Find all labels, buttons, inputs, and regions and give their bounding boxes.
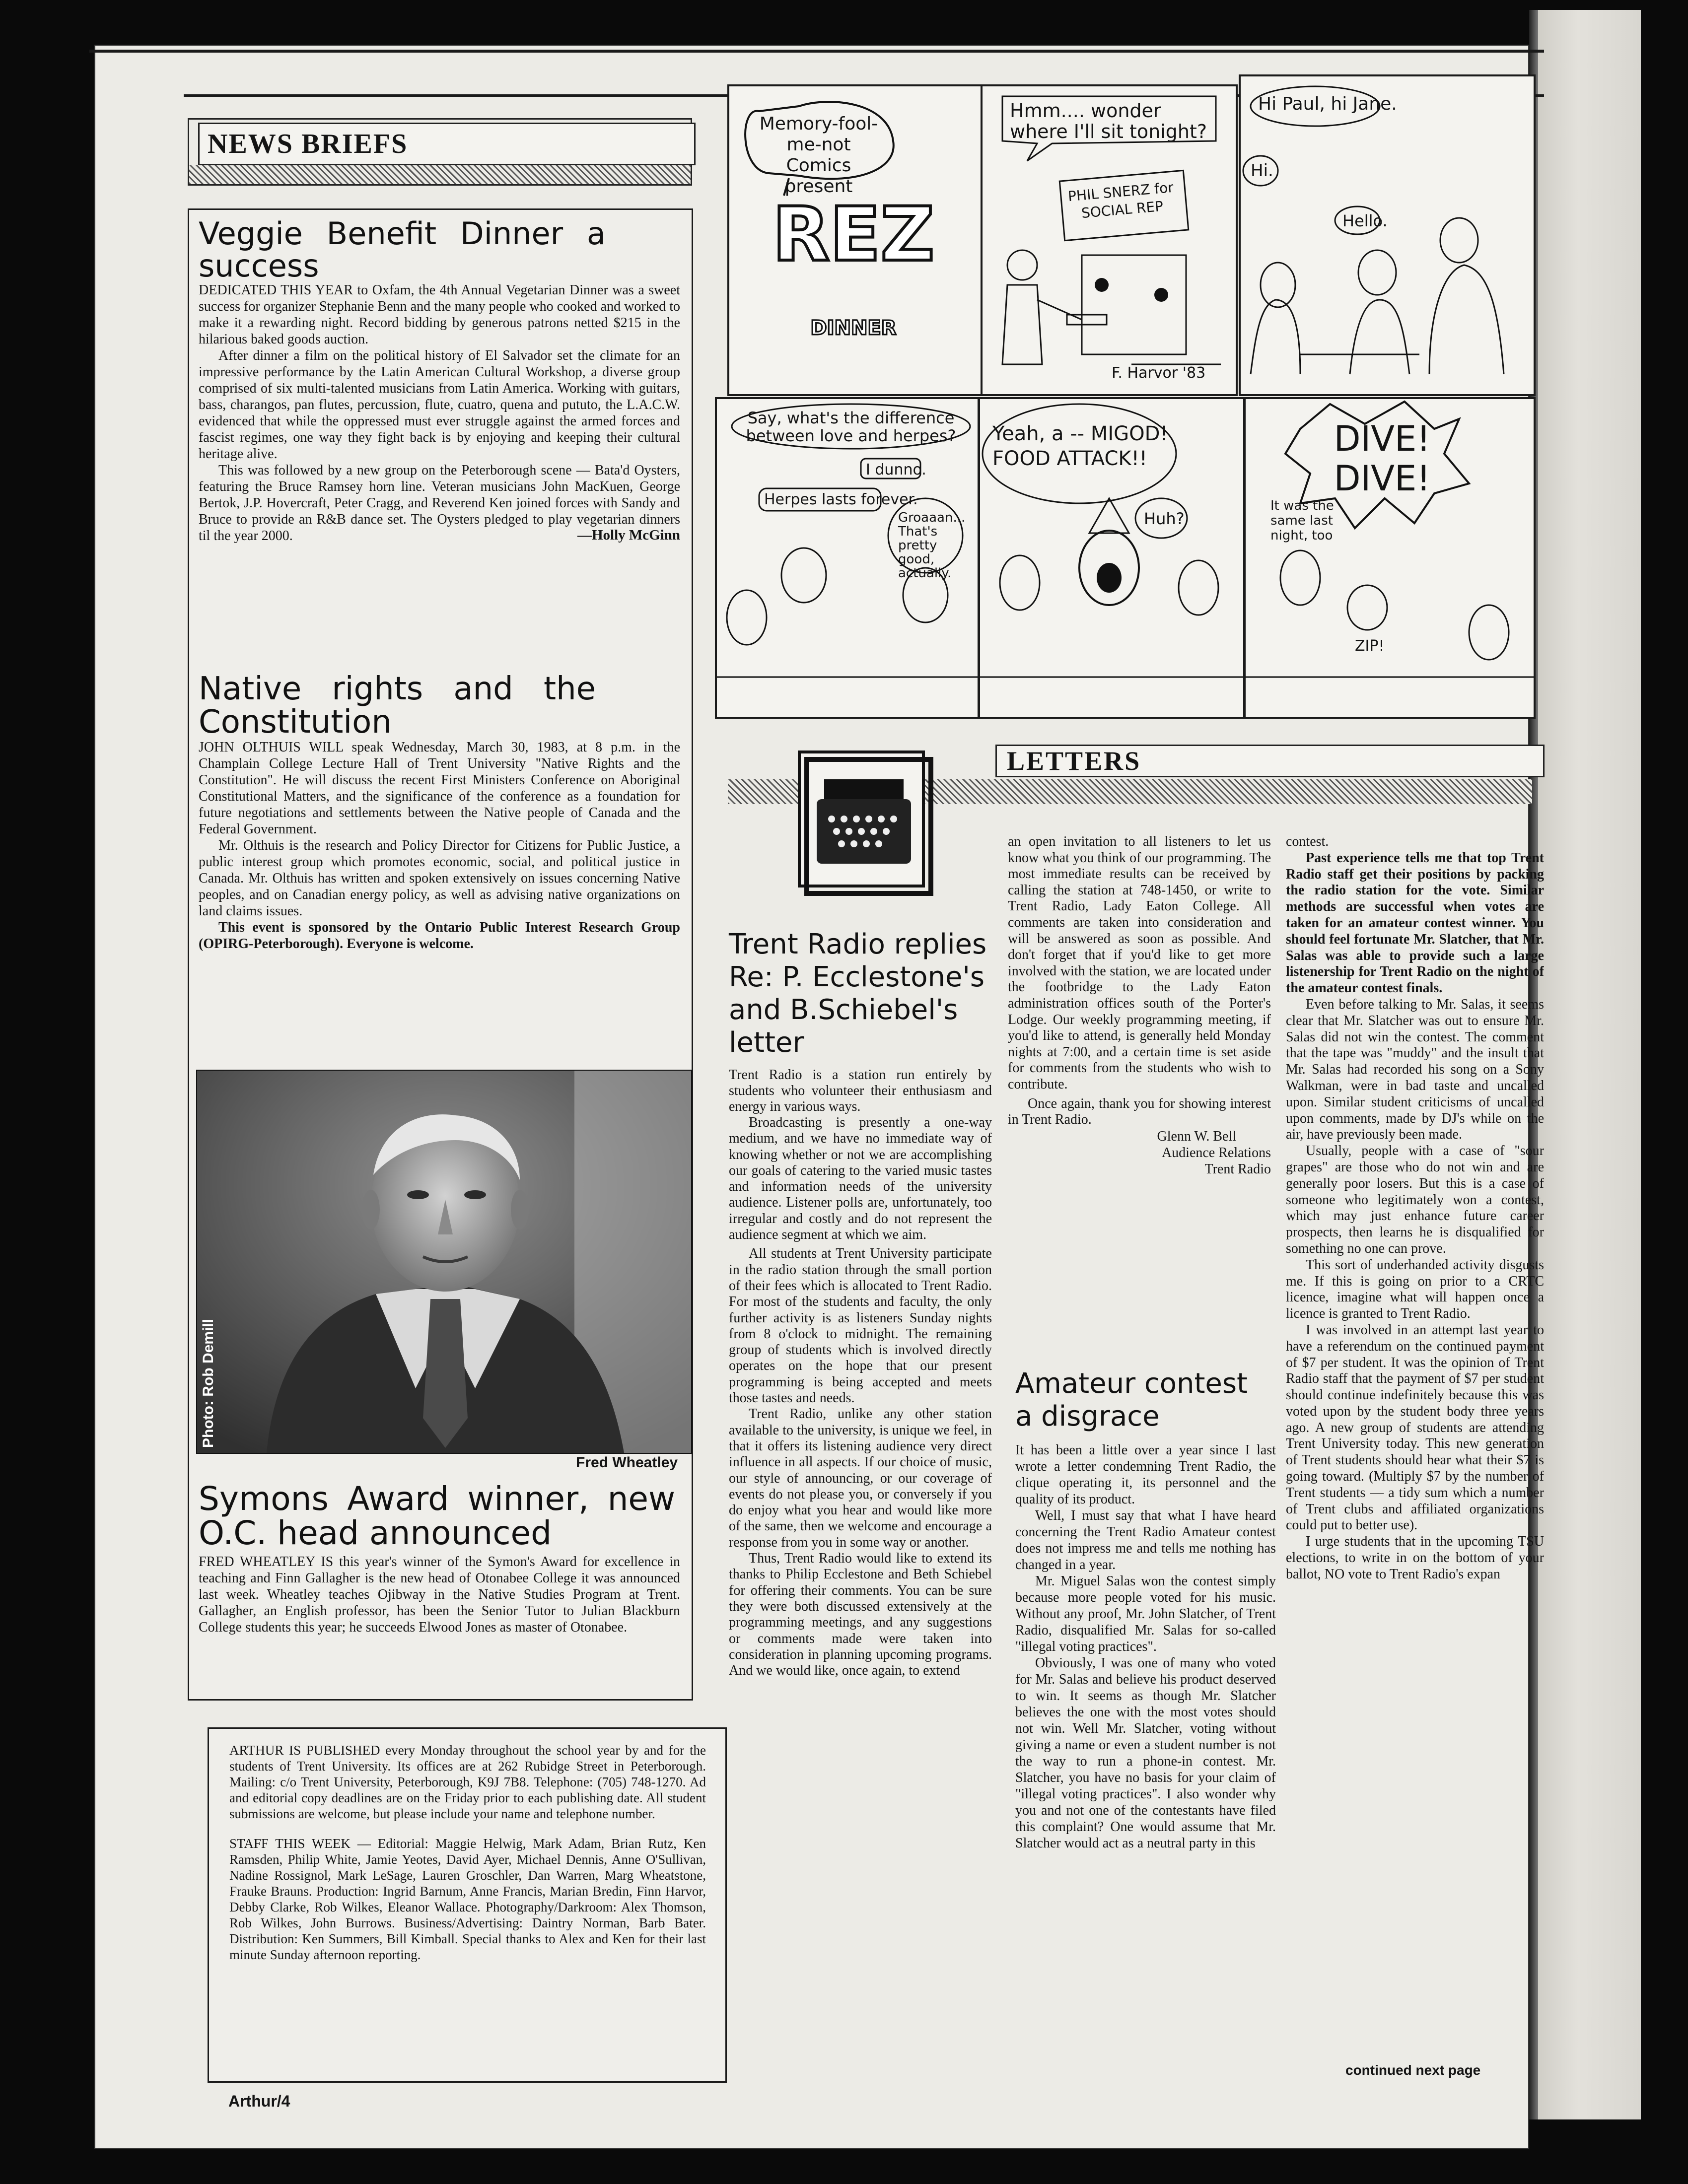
brief-native-rights bbox=[199, 673, 680, 952]
letter2-column-1 bbox=[1015, 1442, 1276, 1851]
letter-paragraph: It has been a little over a year since I last wrote a letter condemning Trent Radio, the clique operating it, its personnel and the quality of its product. bbox=[1015, 1442, 1276, 1507]
brief-paragraph: After dinner a film on the political history of El Salvador set the climate for an impressive performance by the Latin American Cultural Workshop, a diverse group comprised of six multi-talented musicians from Latin America. Working with guitars, bass, charangos, pan flutes, percussion, flute, cuatro, quena and pututo, the L.A.C.W. evidenced that while the oppressed must ever struggle against the armed forces and fascist regimes, one way they fight back is by enjoying and keeping their cultural heritage alive. bbox=[199, 348, 680, 462]
brief-paragraph: JOHN OLTHUIS WILL speak Wednesday, March 30, 1983, at 8 p.m. in the Champlain College Lecture Hall of Trent University "Native Rights and the Constitution". He will discuss the recent First Ministers Conference on Aboriginal Constitutional Matters, and the significance of the conference as a foundation for future negotiations and settlements between the Native people of Canada and the Federal Government. bbox=[199, 740, 680, 837]
page-number: Arthur/4 bbox=[228, 2092, 290, 2110]
comic-bubble: Herpes lasts forever. bbox=[764, 491, 918, 508]
letter-paragraph: Thus, Trent Radio would like to extend its thanks to Philip Ecclestone and Beth Schiebel for offering their comments. You can be sure they were both discussed extensively at the programming meetings, and any suggestions or comments made were taken into consideration in planning upcoming programs. And we would like, once again, to extend bbox=[729, 1551, 992, 1679]
adjacent-page bbox=[1537, 10, 1641, 2119]
letter-paragraph: Mr. Miguel Salas won the contest simply because more people voted for his music. Without any proof, Mr. John Slatcher, of Trent Radio, disqualified Mr. Salas for so-called "illegal voting practices". bbox=[1015, 1573, 1276, 1654]
letter-title: Trent Radio replies Re: P. Ecclestone's and B.Schiebel's letter bbox=[729, 928, 987, 1059]
comic-bubble: Yeah, a -- MIGOD! FOOD ATTACK!! bbox=[992, 422, 1168, 470]
continued-next-page: continued next page bbox=[1345, 2062, 1481, 2078]
letter-paragraph: an open invitation to all listeners to let us know what you think of our programming. The most immediate results can be received by calling the station at 748-1450, or write to Trent Radio, Lady Eaton College. All comments are taken into consideration and will be answered as soon as possible. And don't forget that if you'd like to get more involved with the station, we are located under the footbridge to the Lady Eaton administration offices south of the Porter's Lodge. Our weekly programming meeting, if you'd like to attend, is generally held Monday nights at 7:00, and a certain time is set aside for comments from the students who wish to contribute. bbox=[1008, 834, 1271, 1092]
brief-signature: —Holly McGinn bbox=[577, 527, 680, 544]
brief-title: Symons Award winner, new O.C. head announced bbox=[199, 1480, 675, 1553]
brief-paragraph: Mr. Olthuis is the research and Policy Director for Citizens for Public Justice, a public interest group which promotes economic, social, and political justice in Canada. Mr. Olthuis has written and spoken extensively on issues concerning Native peoples, and on Canadian energy policy, as well as advising native organizations on land claims issues. bbox=[199, 838, 680, 919]
comic-title: Memory-fool-me-not Comics present bbox=[759, 114, 878, 197]
letter-signature: Trent Radio bbox=[1204, 1161, 1271, 1177]
comic-bubble: Say, what's the difference between love and herpes? bbox=[746, 409, 956, 445]
letters-title: LETTERS bbox=[995, 745, 1545, 777]
letter-title: Amateur contest a disgrace bbox=[1015, 1367, 1248, 1433]
comic-bubble: Groaaan... That's pretty good, actually. bbox=[898, 510, 966, 581]
letter-paragraph: Broadcasting is presently a one-way medium, and we have no immediate way of knowing whether or not we are accomplishing our goals of catering to the varied music tastes and information needs of the university audience. Listener polls are, unfortunately, too irregular and costly and do not represent the audience segment at which we aim. bbox=[729, 1115, 992, 1243]
letter-paragraph: I urge students that in the upcoming TSU elections, to write in on the bottom of your ballot, NO vote to Trent Radio's expan bbox=[1286, 1534, 1544, 1582]
brief-paragraph: This event is sponsored by the Ontario Public Interest Research Group (OPIRG-Peterborough). Everyone is welcome. bbox=[199, 920, 680, 952]
letter1-column-1 bbox=[729, 1067, 992, 1679]
header-hatching bbox=[189, 165, 691, 184]
comic-panel-6 bbox=[1244, 397, 1536, 719]
letter-paragraph: Even before talking to Mr. Salas, it seems clear that Mr. Slatcher was out to ensure Mr. Salas did not win the contest. The comment that the tape was "muddy" and the insult that Mr. Salas had recorded his song on a Sony Walkman, were in bad taste and uncalled upon. Similar student criticisms of uncalled upon comments, made by DJ's while on the air, have previously been made. bbox=[1286, 996, 1544, 1143]
comic-logo-rez: REZ bbox=[772, 192, 935, 278]
comic-bubble: Hello. bbox=[1342, 211, 1388, 230]
masthead-text bbox=[229, 1742, 706, 1963]
brief-paragraph: FRED WHEATLEY IS this year's winner of the Symon's Award for excellence in teaching and Finn Gallagher is the new head of Otonabee College it was announced last week. Wheatley teaches Ojibway in the Native Studies Program at Trent. Gallagher, an English professor, has been the Senior Tutor to Julian Blackburn College students this year; he succeeds Elwood Jones as master of Otonabee. bbox=[199, 1554, 680, 1635]
comic-bubble: Hmm.... wonder where I'll sit tonight? bbox=[1010, 100, 1207, 142]
letter-paragraph: Trent Radio is a station run entirely by students who volunteer their enthusiasm and energy in various ways. bbox=[729, 1067, 992, 1114]
brief-paragraph: This was followed by a new group on the Peterborough scene — Bata'd Oysters, featuring the Bruce Ramsey horn line. Veteran musicians John MacKuen, George Bertok, J.P. Hovercraft, Peter Cragg, and Reverend Ken joined forces with Sandy and Bruce to provide an R&B dance set. The Oysters pledged to play vegetarian dinners til the year 2000. bbox=[199, 463, 680, 544]
comic-logo-dinner: DINNER bbox=[810, 317, 897, 340]
brief-title: Native rights and the Constitution bbox=[199, 671, 596, 741]
masthead-paragraph: ARTHUR IS PUBLISHED every Monday throughout the school year by and for the students of Trent University. Its offices are at 262 Rubidge Street in Peterborough. Mailing: c/o Trent University, Peterborough, K9J 7B8. Telephone: (705) 748-1270. Ad and editorial copy deadlines are on the Friday prior to each publishing date. All student submissions are welcome, but please include your name and telephone number. bbox=[229, 1743, 706, 1821]
portrait-photo bbox=[196, 1070, 692, 1454]
comic-panel-2 bbox=[981, 84, 1238, 396]
comic-bubble: Hi. bbox=[1251, 161, 1273, 181]
comic-sign: PHIL SNERZ for SOCIAL REP bbox=[1067, 179, 1174, 222]
comic-art bbox=[1241, 76, 1534, 394]
letter-paragraph: Obviously, I was one of many who voted for Mr. Salas and believe his product deserved to win. It seems as though Mr. Slatcher believes the one with the most votes should not win. Well Mr. Slatcher, voting without giving a name or even a student number is not the way to run a phone-in contest. Mr. Slatcher, you have no basis for your claim of "illegal voting practices". I also wonder why you and not one of the contestants have filed this complaint? One would assume that Mr. Slatcher would act as a neutral party in this bbox=[1015, 1655, 1276, 1851]
comic-panel-1 bbox=[727, 84, 985, 396]
comic-bubble: Hi Paul, hi Jane. bbox=[1258, 94, 1397, 114]
news-briefs-title: NEWS BRIEFS bbox=[198, 123, 696, 165]
comic-bubble: DIVE! DIVE! bbox=[1334, 418, 1431, 499]
comic-panel-4 bbox=[715, 397, 980, 719]
comic-bubble: It was the same last night, too bbox=[1270, 498, 1334, 543]
brief-symons-award bbox=[199, 1482, 680, 1636]
letter-paragraph: I was involved in an attempt last year to have a referendum on the continued payment of $7 per student. It was the opinion of Trent Radio staff that the payment of $7 per student should continue indefinitely because this was voted upon by the student body three years ago. A new group of students are attending Trent University today. This new generation of Trent students should hear what their $7 is going toward. (Multiply $7 by the number of Trent students — a tidy sum which a number of Trent clubs and affiliated organizations could put to better use). bbox=[1286, 1322, 1544, 1533]
typewriter-icon bbox=[789, 740, 938, 898]
portrait-image bbox=[197, 1071, 691, 1453]
letter-paragraph: All students at Trent University participate in the radio station through the small portion of their fees which is allocated to Trent Radio. For most of the students and faculty, the only further activity is as listeners Sunday nights from 8 o'clock to midnight. The remaining group of students which is involved directly operates on the hope that our present programming is being accepted and meets those tastes and needs. bbox=[729, 1246, 992, 1406]
letter-paragraph: Past experience tells me that top Trent Radio staff get their positions by packing the radio station for the vote. Similar methods are successful when votes are taken for an amateur contest winner. You should feel fortunate Mr. Slatcher, that Mr. Salas was able to provide such a large listenership for Trent Radio on the night of the amateur contest finals. bbox=[1286, 850, 1544, 996]
letter-paragraph: This sort of underhanded activity disgusts me. If this is going on prior to a CRTC licence, imagine what will happen once a licence is granted to Trent Radio. bbox=[1286, 1257, 1544, 1322]
photo-caption: Fred Wheatley bbox=[576, 1454, 678, 1471]
comic-sfx: ZIP! bbox=[1355, 637, 1385, 655]
letter-signature: Glenn W. Bell bbox=[1157, 1128, 1236, 1144]
comic-signature: F. Harvor '83 bbox=[1112, 364, 1206, 382]
masthead-staff: STAFF THIS WEEK — Editorial: Maggie Helwig, Mark Adam, Brian Rutz, Ken Ramsden, Philip White, Jamie Yeotes, David Ayer, Michael Dennis, Anne O'Sullivan, Nadine Rossignol, Mark LeSage, Lauren Groschler, Dan Warren, Marg Wheatstone, Frauke Brauns. Production: Ingrid Barnum, Anne Francis, Marian Bredin, Finn Harvor, Debby Clarke, Rob Wilkes, Eleanor Wallace. Photography/Darkroom: Alex Thomson, Rob Wilkes, John Burrows. Business/Advertising: Daintry Norman, Barb Bater. Distribution: Ken Summers, Bill Kimball. Special thanks to Alex and Ken for their last minute Sunday afternoon reporting. bbox=[229, 1836, 706, 1962]
comic-panel-3 bbox=[1239, 74, 1536, 396]
letter-paragraph: Usually, people with a case of "sour grapes" are those who do not win and are generally poor losers. But this is a case of someone who legitimately won a contest, which may just enhance future career prospects, then learns he is disqualified for something no one can prove. bbox=[1286, 1143, 1544, 1256]
letter1-column-2 bbox=[1008, 834, 1271, 1177]
brief-title: Veggie Benefit Dinner a success bbox=[199, 215, 606, 284]
letter-paragraph: contest. bbox=[1286, 834, 1329, 849]
comic-bubble: Huh? bbox=[1144, 509, 1185, 528]
letter-paragraph: Once again, thank you for showing interest in Trent Radio. bbox=[1008, 1095, 1271, 1128]
photo-credit: Photo: Rob Demill bbox=[200, 1319, 216, 1448]
top-rule bbox=[89, 50, 1544, 53]
comic-bubble: I dunno. bbox=[866, 461, 926, 478]
letter-paragraph: Trent Radio, unlike any other station available to the university, is unique we feel, in that it offers its listening audience very direct influence in all aspects. If our choice of music, our style of announcing, or our coverage of events do not please you, or conversely if you do enjoy what you hear and would like more of the same, then we welcome and encourage a response from you in some way or another. bbox=[729, 1406, 992, 1550]
comic-panel-5 bbox=[978, 397, 1245, 719]
news-briefs-header bbox=[188, 118, 692, 186]
letter-signature: Audience Relations bbox=[1161, 1145, 1271, 1160]
brief-paragraph: DEDICATED THIS YEAR to Oxfam, the 4th Annual Vegetarian Dinner was a sweet success for organizer Stephanie Benn and the many people who cooked and worked to make it a rewarding night. Record bidding by generous patrons netted $215 in the hilarious baked goods auction. bbox=[199, 282, 680, 347]
brief-veggie-dinner bbox=[199, 217, 680, 544]
letter-paragraph: Well, I must say that what I have heard concerning the Trent Radio Amateur contest does not impress me and tells me nothing has changed in a year. bbox=[1015, 1508, 1276, 1572]
letter2-column-2 bbox=[1286, 834, 1544, 2045]
